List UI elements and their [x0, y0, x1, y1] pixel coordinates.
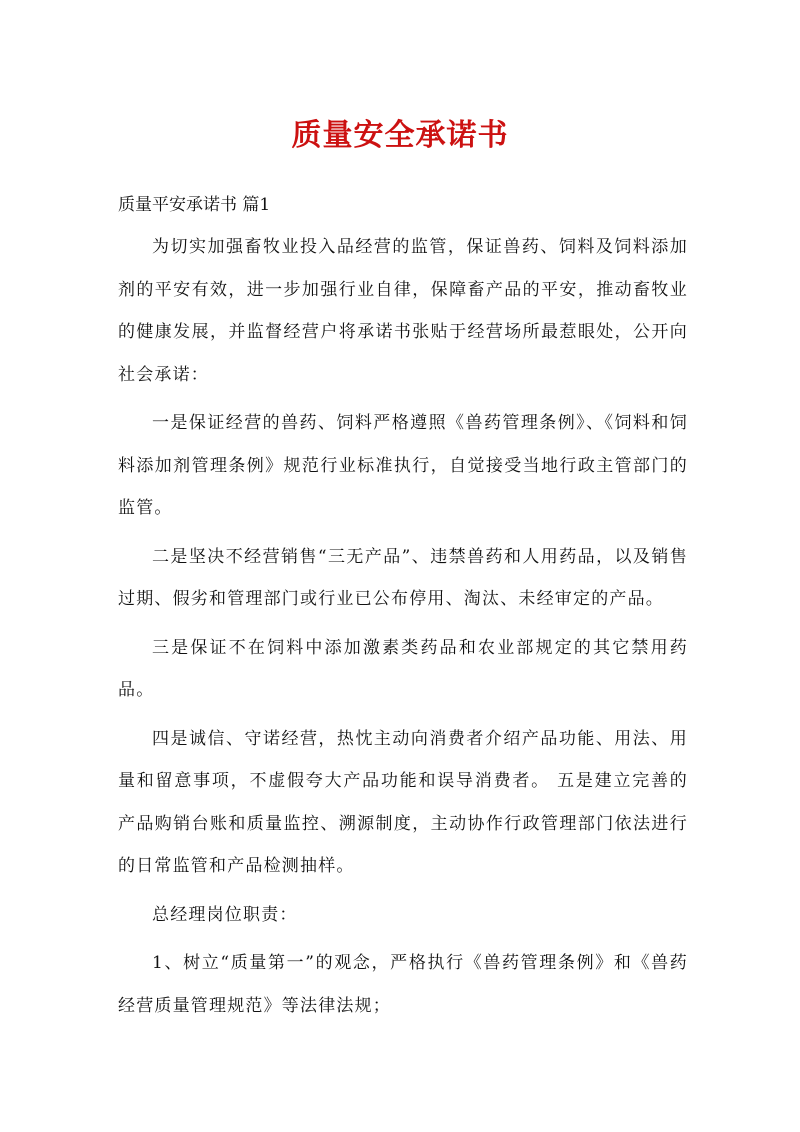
paragraph-section-heading: 总经理岗位职责：	[152, 904, 298, 925]
paragraph-commitment-2: 二是坚决不经营销售“三无产品”、违禁兽药和人用药品，以及销售过期、假劣和管理部门或行业已公布停用、淘汰、未经审定的产品。	[118, 546, 688, 609]
document-title: 质量安全承诺书	[291, 118, 509, 153]
paragraph-commitment-4-5: 四是诚信、守诺经营，热忱主动向消费者介绍产品功能、用法、用量和留意事项，不虚假夸大产品功能和误导消费者。 五是建立完善的产品购销台账和质量监控、溯源制度，主动协作行政管理部门依法进行的日常监管和产品检测抽样。	[118, 728, 688, 876]
paragraph-intro: 为切实加强畜牧业投入品经营的监管，保证兽药、饲料及饲料添加剂的平安有效，进一步加强行业自律，保障畜产品的平安，推动畜牧业的健康发展，并监督经营户将承诺书张贴于经营场所最惹眼处，公开向社会承诺：	[118, 237, 688, 385]
paragraph-commitment-1: 一是保证经营的兽药、饲料严格遵照《兽药管理条例》、《饲料和饲料添加剂管理条例》规范行业标准执行，自觉接受当地行政主管部门的监管。	[118, 413, 688, 518]
paragraph-duty-1: 1、树立“质量第一”的观念，严格执行《兽药管理条例》和《兽药经营质量管理规范》等法律法规；	[118, 953, 688, 1016]
document-subtitle: 质量平安承诺书 篇1	[118, 195, 271, 215]
paragraph-commitment-3: 三是保证不在饲料中添加激素类药品和农业部规定的其它禁用药品。	[118, 637, 688, 700]
document-body	[118, 184, 688, 1027]
